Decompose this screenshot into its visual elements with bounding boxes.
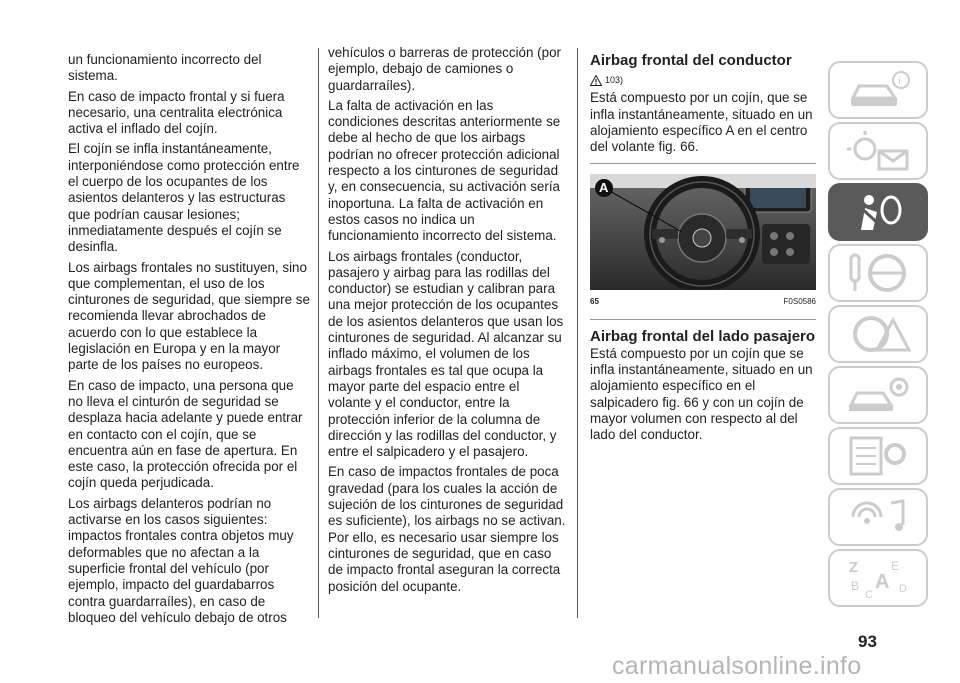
section-heading: Airbag frontal del lado pasajero bbox=[590, 327, 816, 345]
figure-caption bbox=[590, 294, 816, 319]
svg-text:C: C bbox=[865, 589, 873, 600]
figure-number: 65 bbox=[590, 297, 599, 307]
paragraph: Está compuesto por un cojín que se infla instantáneamente, situado en un alojamiento específico en el salpicadero fig. 66 y con un cojín de mayor volumen con respecto al del lado del conductor. bbox=[590, 345, 813, 443]
paragraph: La falta de activación en las condiciones descritas anteriormente se debe al hecho de que los airbags podrían no ofrecer protección adicional respecto a los cinturones de seguridad y, en consecuencia, su activación sería inoportuna. La falta de activación en estos casos no indica un funcionamiento incorrecto del sistema. bbox=[328, 97, 561, 244]
figure-callout-label: A bbox=[599, 180, 609, 196]
paragraph: Los airbags delanteros podrían no activarse en los casos siguientes: impactos frontales contra objetos muy deformables que no afectan a la superficie frontal del vehículo (por ejemplo, impacto del guardabarros contra guardarraíles), en caso de bloqueo del vehículo debajo de otros bbox=[68, 495, 294, 625]
svg-text:B: B bbox=[851, 579, 860, 593]
paragraph: Los airbags frontales no sustituyen, sino que complementan, el uso de los cinturones de seguridad, que siempre se recomienda llevar abrochados de acuerdo con lo que establece la legislación en Europa y en la mayor parte de los países no europeos. bbox=[68, 259, 310, 373]
index-icon[interactable] bbox=[828, 549, 928, 607]
paragraph: El cojín se infla instantáneamente, interponiéndose como protección entre el cuerpo de los ocupantes de los asientos delanteros y las estructuras que podrían causar lesiones; inmediatamente después el cojín se desinfla. bbox=[68, 141, 300, 255]
specifications-icon[interactable] bbox=[828, 427, 928, 485]
paragraph: vehículos o barreras de protección (por ejemplo, debajo de camiones o guardarraíles). bbox=[328, 45, 561, 93]
maintenance-icon[interactable] bbox=[828, 366, 928, 424]
warning-triangle-icon bbox=[590, 75, 602, 86]
steering-wheel-figure bbox=[590, 174, 816, 290]
text-column-1 bbox=[68, 52, 310, 630]
svg-text:D: D bbox=[899, 583, 907, 595]
warning-ref-text: 103) bbox=[605, 75, 624, 85]
page-number: 93 bbox=[858, 632, 877, 651]
warning-lights-icon[interactable] bbox=[828, 122, 928, 180]
paragraph: En caso de impacto, una persona que no lleva el cinturón de seguridad se desplaza hacia adelante y puede entrar en contacto con el cojín, que se encuentra aún en fase de apertura. En este caso, la protección ofrecida por el cojín queda perjudicada. bbox=[68, 377, 303, 491]
car-info-icon[interactable] bbox=[828, 61, 928, 119]
steering-key-icon[interactable] bbox=[828, 244, 928, 302]
column-divider bbox=[318, 48, 319, 618]
svg-text:i: i bbox=[898, 76, 901, 87]
svg-text:A: A bbox=[875, 571, 890, 593]
watermark: carmanualsonline.info bbox=[612, 652, 862, 680]
svg-text:Z: Z bbox=[849, 559, 859, 576]
airbag-safety-icon[interactable] bbox=[828, 183, 928, 241]
paragraph: En caso de impactos frontales de poca gravedad (para los cuales la acción de sujeción de los cinturones de seguridad es suficiente), los airbags no se activan. Por ello, es necesario usar siempre los cinturones de seguridad, que en caso de impacto frontal aseguran la correcta posición del ocupante. bbox=[328, 464, 566, 594]
column-divider bbox=[577, 48, 578, 618]
paragraph: Está compuesto por un cojín, que se infla instantáneamente, situado en un alojamiento específico A en el centro del volante fig. 66. bbox=[590, 90, 813, 155]
paragraph: Los airbags frontales (conductor, pasajero y airbag para las rodillas del conductor) se estudian y calibran para una mejor protección de los ocupantes de los asientos delanteros que usan los cinturones de seguridad. Al alcanzar su inflado máximo, el volumen de los airbags frontales es tal que ocupa la mayor parte del espacio entre el volante y el conductor, entre la protección inferior de la columna de dirección y las rodillas del conductor, y entre el salpicadero y el pasajero. bbox=[328, 248, 564, 460]
figure-code: F0S0586 bbox=[783, 297, 816, 307]
emergency-icon[interactable] bbox=[828, 305, 928, 363]
divider bbox=[590, 163, 816, 164]
paragraph: un funcionamiento incorrecto del sistema. bbox=[68, 52, 262, 84]
text-column-3 bbox=[590, 52, 816, 448]
svg-text:E: E bbox=[891, 559, 900, 573]
paragraph: En caso de impacto frontal y si fuera necesario, una centralita electrónica activa el inflado del cojín. bbox=[68, 88, 285, 137]
warning-reference[interactable] bbox=[590, 72, 816, 88]
section-heading: Airbag frontal del conductor bbox=[590, 52, 792, 69]
multimedia-icon[interactable] bbox=[828, 488, 928, 546]
text-column-2 bbox=[328, 45, 566, 599]
steering-wheel-illustration bbox=[590, 174, 816, 290]
